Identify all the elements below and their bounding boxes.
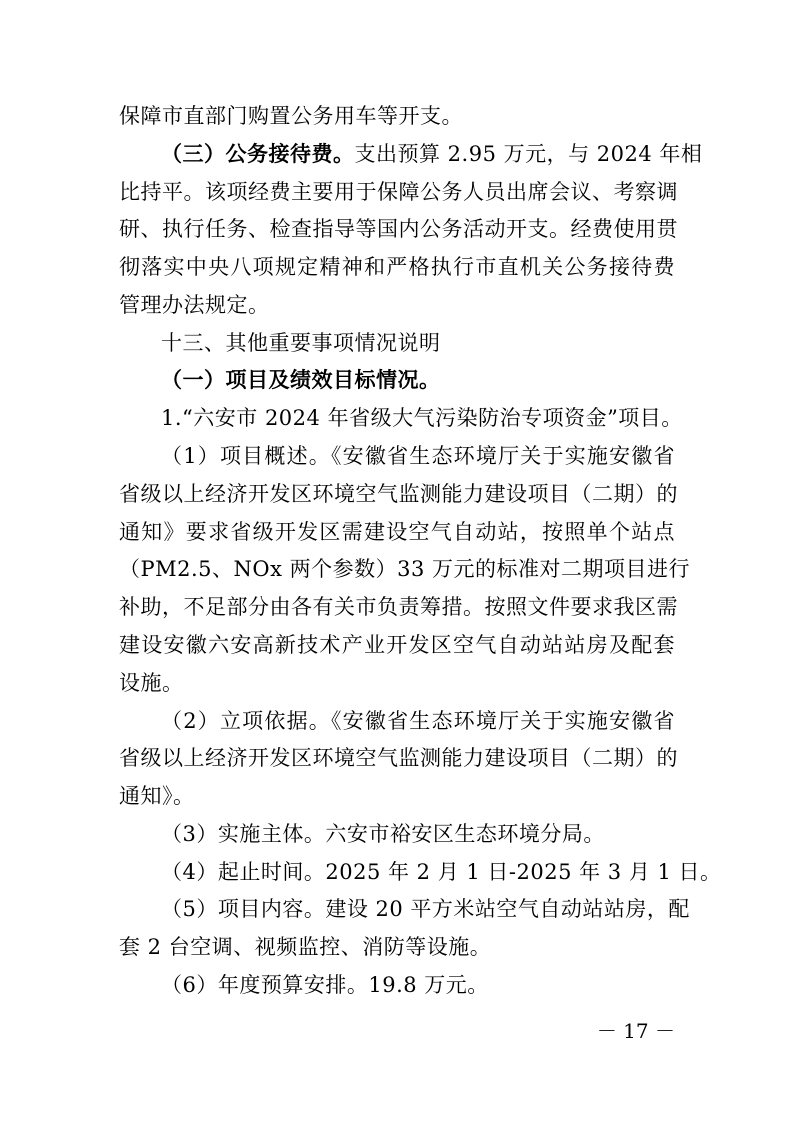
paragraph-line: 彻落实中央八项规定精神和严格执行市直机关公务接待费 (119, 255, 675, 279)
paragraph-line: （PM2.5、NOx 两个参数）33 万元的标准对二期项目进行 (119, 557, 691, 581)
paragraph-line (161, 136, 703, 172)
paragraph-line: 通知》。 (119, 784, 195, 808)
item-heading: 1.“六安市 2024 年省级大气污染防治专项资金”项目。 (161, 406, 683, 430)
paragraph-line: 补助，不足部分由各有关市负责筹措。按照文件要求我区需 (119, 595, 678, 619)
paragraph-text: 支出预算 2.95 万元，与 2024 年相 (354, 142, 703, 166)
paragraph-line: 比持平。该项经费主要用于保障公务人员出席会议、考察调 (119, 180, 678, 204)
paragraph-line: （2）立项依据。《安徽省生态环境厅关于实施安徽省 (161, 709, 675, 733)
paragraph-line: 通知》要求省级开发区需建设空气自动站，按照单个站点 (119, 520, 675, 544)
paragraph-line: 研、执行任务、检查指导等国内公务活动开支。经费使用贯 (119, 217, 678, 241)
paragraph-line: 套 2 台空调、视频监控、消防等设施。 (119, 935, 492, 959)
paragraph-line: 省级以上经济开发区环境空气监测能力建设项目（二期）的 (119, 482, 678, 506)
paragraph-line: （3）实施主体。六安市裕安区生态环境分局。 (161, 822, 605, 846)
section-heading: 十三、其他重要事项情况说明 (161, 331, 441, 355)
paragraph-line: 保障市直部门购置公务用车等开支。 (119, 104, 463, 128)
paragraph-line: （5）项目内容。建设 20 平方米站空气自动站站房，配 (161, 897, 690, 921)
subsection-heading: （一）项目及绩效目标情况。 (161, 367, 441, 392)
paragraph-line: 管理办法规定。 (119, 293, 270, 317)
paragraph-line: （4）起止时间。2025 年 2 月 1 日-2025 年 3 月 1 日。 (161, 860, 722, 884)
paragraph-line: 省级以上经济开发区环境空气监测能力建设项目（二期）的 (119, 746, 678, 770)
paragraph-line: （6）年度预算安排。19.8 万元。 (161, 973, 489, 997)
page-number: － 17 － (596, 1019, 675, 1043)
paragraph-line: 建设安徽六安高新技术产业开发区空气自动站站房及配套 (119, 633, 675, 657)
paragraph-line: （1）项目概述。《安徽省生态环境厅关于实施安徽省 (161, 444, 675, 468)
paragraph-line: 设施。 (119, 671, 184, 695)
section-label: （三）公务接待费。 (161, 141, 355, 166)
